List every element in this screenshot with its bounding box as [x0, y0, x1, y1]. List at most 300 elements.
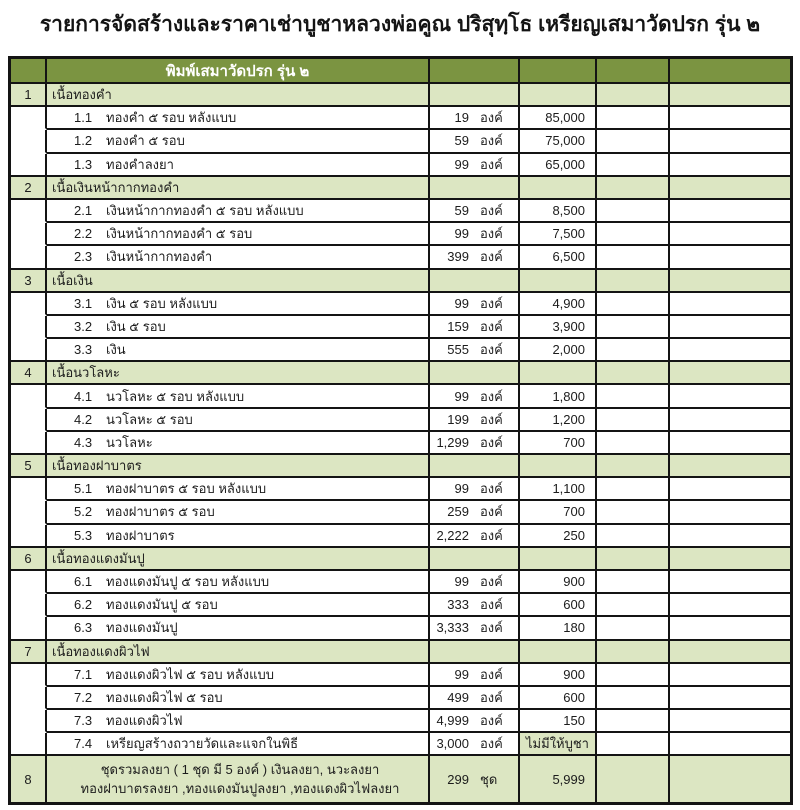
item-number: 6.2: [74, 597, 93, 613]
item-qty-cell: [430, 409, 520, 432]
section-number: 7: [11, 641, 47, 664]
page-title: รายการจัดสร้างและราคาเช่าบูชาหลวงพ่อคูณ ปริสุทฺโธ เหรียญเสมาวัดปรก รุ่น ๒: [39, 13, 761, 36]
item-price: 1,100: [520, 478, 597, 501]
item-unit: องค์: [480, 504, 503, 520]
item-description: ทองคำ ๕ รอบ หลังแบบ: [106, 110, 237, 126]
item-desc-cell: [47, 154, 430, 177]
item-price: 700: [520, 501, 597, 524]
item-unit: องค์: [480, 318, 503, 334]
table-row: [11, 362, 790, 385]
item-price: 65,000: [520, 154, 597, 177]
item-qty-cell: [430, 339, 520, 362]
item-desc-cell: [47, 571, 430, 594]
empty-cell: [670, 571, 790, 594]
empty-cell: [670, 478, 790, 501]
item-desc-cell: [47, 200, 430, 223]
empty-cell: [670, 107, 790, 130]
summary-number: 8: [11, 756, 47, 802]
empty-cell: [670, 664, 790, 687]
empty-cell: [520, 455, 597, 478]
item-number-gutter: [11, 617, 47, 640]
item-qty-cell: [430, 316, 520, 339]
empty-cell: [670, 293, 790, 316]
item-unit: องค์: [480, 203, 503, 219]
empty-cell: [520, 270, 597, 293]
item-number: 5.2: [74, 504, 93, 520]
item-number-gutter: [11, 687, 47, 710]
item-price: 4,900: [520, 293, 597, 316]
empty-cell: [430, 455, 520, 478]
table-row: [11, 617, 790, 640]
item-number-gutter: [11, 409, 47, 432]
empty-cell: [670, 200, 790, 223]
item-unit: องค์: [480, 226, 503, 242]
item-description: ทองแดงผิวไฟ ๕ รอบ: [106, 689, 223, 705]
empty-cell: [430, 548, 520, 571]
item-number-gutter: [11, 478, 47, 501]
table-row: [11, 246, 790, 269]
item-quantity: 99: [454, 574, 469, 590]
section-label: เนื้อทองฝาบาตร: [47, 455, 430, 478]
item-unit: องค์: [480, 689, 503, 705]
item-number-gutter: [11, 130, 47, 153]
item-price: 600: [520, 687, 597, 710]
empty-cell: [670, 270, 790, 293]
table-row: [11, 501, 790, 524]
item-qty-cell: [430, 154, 520, 177]
empty-cell: [670, 154, 790, 177]
empty-cell: [597, 501, 670, 524]
item-unit: องค์: [480, 249, 503, 265]
item-number: 7.4: [74, 736, 93, 752]
item-desc-cell: [47, 293, 430, 316]
table-row: [11, 409, 790, 432]
empty-cell: [597, 339, 670, 362]
summary-price: 5,999: [520, 756, 597, 802]
summary-line1: ชุดรวมลงยา ( 1 ชุด มี 5 องค์ ) เงินลงยา, นวะลงยา: [100, 762, 380, 778]
table-row: [11, 339, 790, 362]
empty-cell: [597, 409, 670, 432]
table-row: [11, 130, 790, 153]
item-unit: องค์: [480, 481, 503, 497]
empty-cell: [670, 130, 790, 153]
empty-cell: [670, 223, 790, 246]
item-description: ทองฝาบาตร: [106, 527, 175, 543]
item-unit: องค์: [480, 574, 503, 590]
item-desc-cell: [47, 664, 430, 687]
item-desc-cell: [47, 525, 430, 548]
empty-cell: [597, 270, 670, 293]
item-unit: องค์: [480, 666, 503, 682]
empty-cell: [670, 362, 790, 385]
item-qty-cell: [430, 501, 520, 524]
empty-cell: [670, 617, 790, 640]
item-desc-cell: [47, 385, 430, 408]
empty-cell: [670, 432, 790, 455]
section-number: 1: [11, 84, 47, 107]
item-number-gutter: [11, 154, 47, 177]
empty-cell: [520, 548, 597, 571]
empty-cell: [670, 409, 790, 432]
item-description: นวโลหะ ๕ รอบ หลังแบบ: [106, 388, 245, 404]
table-row: [11, 84, 790, 107]
item-number-gutter: [11, 664, 47, 687]
item-price: 7,500: [520, 223, 597, 246]
section-number: 2: [11, 177, 47, 200]
item-unit: องค์: [480, 434, 503, 450]
item-quantity: 3,333: [436, 620, 469, 636]
empty-cell: [670, 594, 790, 617]
item-price: 1,800: [520, 385, 597, 408]
item-number-gutter: [11, 385, 47, 408]
item-quantity: 259: [447, 504, 469, 520]
table-row: [11, 270, 790, 293]
empty-cell: [597, 617, 670, 640]
empty-cell: [597, 293, 670, 316]
item-number: 4.2: [74, 411, 93, 427]
empty-cell: [597, 432, 670, 455]
section-label: เนื้อทองแดงมันปู: [47, 548, 430, 571]
table-row: [11, 385, 790, 408]
empty-cell: [597, 756, 670, 802]
item-desc-cell: [47, 246, 430, 269]
item-unit: องค์: [480, 388, 503, 404]
item-number: 7.1: [74, 666, 93, 682]
item-desc-cell: [47, 617, 430, 640]
item-price: 1,200: [520, 409, 597, 432]
item-description: นวโลหะ ๕ รอบ: [106, 411, 193, 427]
section-number: 4: [11, 362, 47, 385]
item-description: เงินหน้ากากทองคำ ๕ รอบ: [106, 226, 253, 242]
header-number-cell: [11, 59, 47, 84]
item-number: 3.1: [74, 295, 93, 311]
section-label: เนื้อเงิน: [47, 270, 430, 293]
item-desc-cell: [47, 130, 430, 153]
empty-cell: [597, 571, 670, 594]
item-quantity: 159: [447, 318, 469, 334]
item-unit: องค์: [480, 620, 503, 636]
empty-cell: [597, 385, 670, 408]
empty-cell: [597, 641, 670, 664]
item-unit: องค์: [480, 110, 503, 126]
item-number-gutter: [11, 246, 47, 269]
item-price: 700: [520, 432, 597, 455]
item-price: 900: [520, 571, 597, 594]
item-unit: องค์: [480, 713, 503, 729]
item-quantity: 2,222: [436, 527, 469, 543]
table-row: [11, 432, 790, 455]
table-row: [11, 107, 790, 130]
item-number-gutter: [11, 733, 47, 756]
empty-cell: [597, 130, 670, 153]
item-price: 8,500: [520, 200, 597, 223]
item-qty-cell: [430, 130, 520, 153]
empty-cell: [430, 362, 520, 385]
item-number: 2.1: [74, 203, 93, 219]
item-quantity: 99: [454, 481, 469, 497]
item-qty-cell: [430, 478, 520, 501]
empty-cell: [597, 664, 670, 687]
item-quantity: 1,299: [436, 434, 469, 450]
table-row: [11, 710, 790, 733]
empty-cell: [597, 84, 670, 107]
empty-cell: [670, 455, 790, 478]
item-number-gutter: [11, 200, 47, 223]
table-row: [11, 478, 790, 501]
header-empty-cell: [670, 59, 790, 84]
item-qty-cell: [430, 525, 520, 548]
item-unit: องค์: [480, 133, 503, 149]
item-qty-cell: [430, 432, 520, 455]
item-price: 2,000: [520, 339, 597, 362]
table-row: [11, 316, 790, 339]
item-desc-cell: [47, 501, 430, 524]
item-unit: องค์: [480, 295, 503, 311]
empty-cell: [670, 246, 790, 269]
item-qty-cell: [430, 200, 520, 223]
section-label: เนื้อเงินหน้ากากทองคำ: [47, 177, 430, 200]
item-number: 1.2: [74, 133, 93, 149]
empty-cell: [670, 316, 790, 339]
empty-cell: [597, 107, 670, 130]
table-row: [11, 154, 790, 177]
item-unit: องค์: [480, 342, 503, 358]
item-number-gutter: [11, 501, 47, 524]
item-unit: องค์: [480, 736, 503, 752]
price-table: [8, 56, 793, 805]
section-number: 3: [11, 270, 47, 293]
item-qty-cell: [430, 246, 520, 269]
header-qty-cell: [430, 59, 520, 84]
empty-cell: [597, 525, 670, 548]
item-number-gutter: [11, 339, 47, 362]
item-number: 3.3: [74, 342, 93, 358]
item-number: 4.3: [74, 434, 93, 450]
item-quantity: 19: [454, 110, 469, 126]
item-desc-cell: [47, 409, 430, 432]
item-number-gutter: [11, 594, 47, 617]
table-row: [11, 455, 790, 478]
item-price: 150: [520, 710, 597, 733]
item-qty-cell: [430, 107, 520, 130]
empty-cell: [597, 246, 670, 269]
table-row: [11, 177, 790, 200]
item-quantity: 4,999: [436, 713, 469, 729]
empty-cell: [430, 641, 520, 664]
item-qty-cell: [430, 733, 520, 756]
item-desc-cell: [47, 107, 430, 130]
section-label: เนื้อทองแดงผิวไฟ: [47, 641, 430, 664]
item-unit: องค์: [480, 411, 503, 427]
item-number-gutter: [11, 107, 47, 130]
item-unit: องค์: [480, 597, 503, 613]
item-number: 5.3: [74, 527, 93, 543]
empty-cell: [670, 339, 790, 362]
item-qty-cell: [430, 571, 520, 594]
empty-cell: [670, 177, 790, 200]
item-description: ทองแดงมันปู: [106, 620, 178, 636]
item-number: 7.2: [74, 689, 93, 705]
item-unit: องค์: [480, 156, 503, 172]
item-description: เหรียญสร้างถวายวัดและแจกในพิธี: [106, 736, 299, 752]
item-number-gutter: [11, 432, 47, 455]
item-price: 600: [520, 594, 597, 617]
item-description: นวโลหะ: [106, 434, 153, 450]
item-price: 3,900: [520, 316, 597, 339]
item-quantity: 59: [454, 203, 469, 219]
empty-cell: [670, 756, 790, 802]
item-price: 180: [520, 617, 597, 640]
table-row: [11, 594, 790, 617]
empty-cell: [670, 641, 790, 664]
item-description: ทองแดงมันปู ๕ รอบ หลังแบบ: [106, 574, 270, 590]
item-number: 7.3: [74, 713, 93, 729]
item-qty-cell: [430, 617, 520, 640]
empty-cell: [520, 84, 597, 107]
empty-cell: [670, 687, 790, 710]
empty-cell: [597, 687, 670, 710]
empty-cell: [430, 270, 520, 293]
item-quantity: 59: [454, 133, 469, 149]
empty-cell: [670, 525, 790, 548]
empty-cell: [597, 710, 670, 733]
item-number: 6.1: [74, 574, 93, 590]
item-description: เงินหน้ากากทองคำ ๕ รอบ หลังแบบ: [106, 203, 304, 219]
summary-desc-cell: [47, 756, 430, 802]
item-quantity: 3,000: [436, 736, 469, 752]
header-empty-cell: [597, 59, 670, 84]
item-desc-cell: [47, 339, 430, 362]
table-row: [11, 293, 790, 316]
item-quantity: 99: [454, 666, 469, 682]
header-price-cell: [520, 59, 597, 84]
item-desc-cell: [47, 316, 430, 339]
empty-cell: [597, 594, 670, 617]
item-description: ทองแดงมันปู ๕ รอบ: [106, 597, 218, 613]
item-qty-cell: [430, 664, 520, 687]
empty-cell: [597, 455, 670, 478]
item-quantity: 555: [447, 342, 469, 358]
item-description: ทองคำ ๕ รอบ: [106, 133, 185, 149]
summary-line2: ทองฝาบาตรลงยา ,ทองแดงมันปูลงยา ,ทองแดงผิวไฟลงยา: [80, 781, 400, 797]
item-quantity: 99: [454, 226, 469, 242]
item-desc-cell: [47, 223, 430, 246]
item-description: ทองคำลงยา: [106, 156, 174, 172]
empty-cell: [520, 177, 597, 200]
table-row: [11, 525, 790, 548]
item-description: ทองฝาบาตร ๕ รอบ หลังแบบ: [106, 481, 267, 497]
item-number-gutter: [11, 571, 47, 594]
item-qty-cell: [430, 293, 520, 316]
empty-cell: [597, 733, 670, 756]
item-unit: องค์: [480, 527, 503, 543]
table-row: [11, 687, 790, 710]
summary-quantity: 299: [447, 771, 469, 787]
item-qty-cell: [430, 687, 520, 710]
item-price: ไม่มีให้บูชา: [520, 733, 597, 756]
table-row: [11, 223, 790, 246]
item-number: 6.3: [74, 620, 93, 636]
empty-cell: [597, 200, 670, 223]
table-row: [11, 571, 790, 594]
item-quantity: 499: [447, 689, 469, 705]
table-row: [11, 641, 790, 664]
section-number: 5: [11, 455, 47, 478]
item-quantity: 199: [447, 411, 469, 427]
item-price: 75,000: [520, 130, 597, 153]
item-number-gutter: [11, 223, 47, 246]
empty-cell: [670, 84, 790, 107]
item-quantity: 333: [447, 597, 469, 613]
item-price: 250: [520, 525, 597, 548]
table-row: [11, 200, 790, 223]
item-desc-cell: [47, 594, 430, 617]
item-description: ทองแดงผิวไฟ ๕ รอบ หลังแบบ: [106, 666, 275, 682]
item-number: 2.3: [74, 249, 93, 265]
empty-cell: [430, 177, 520, 200]
table-row: [11, 548, 790, 571]
section-number: 6: [11, 548, 47, 571]
empty-cell: [430, 84, 520, 107]
table-row: [11, 733, 790, 756]
section-label: เนื้อทองคำ: [47, 84, 430, 107]
section-label: เนื้อนวโลหะ: [47, 362, 430, 385]
item-quantity: 99: [454, 295, 469, 311]
empty-cell: [597, 154, 670, 177]
empty-cell: [670, 733, 790, 756]
empty-cell: [520, 362, 597, 385]
item-number-gutter: [11, 710, 47, 733]
item-number: 4.1: [74, 388, 93, 404]
empty-cell: [597, 223, 670, 246]
empty-cell: [597, 316, 670, 339]
empty-cell: [670, 710, 790, 733]
item-description: เงิน ๕ รอบ หลังแบบ: [106, 295, 218, 311]
item-number-gutter: [11, 316, 47, 339]
item-number-gutter: [11, 525, 47, 548]
item-price: 900: [520, 664, 597, 687]
table-header-title: พิมพ์เสมาวัดปรก รุ่น ๒: [47, 59, 430, 84]
table-row: [11, 59, 790, 84]
summary-qty-cell: [430, 756, 520, 802]
item-description: เงินหน้ากากทองคำ: [106, 249, 213, 265]
item-quantity: 99: [454, 156, 469, 172]
empty-cell: [597, 478, 670, 501]
item-number: 3.2: [74, 318, 93, 334]
summary-unit: ชุด: [480, 771, 498, 787]
table-row: [11, 756, 790, 802]
item-description: เงิน ๕ รอบ: [106, 318, 166, 334]
item-price: 6,500: [520, 246, 597, 269]
empty-cell: [597, 362, 670, 385]
empty-cell: [597, 548, 670, 571]
item-description: ทองฝาบาตร ๕ รอบ: [106, 504, 215, 520]
item-number: 2.2: [74, 226, 93, 242]
empty-cell: [670, 501, 790, 524]
item-description: ทองแดงผิวไฟ: [106, 713, 183, 729]
item-number: 5.1: [74, 481, 93, 497]
item-quantity: 99: [454, 388, 469, 404]
table-row: [11, 664, 790, 687]
item-qty-cell: [430, 385, 520, 408]
item-desc-cell: [47, 432, 430, 455]
item-desc-cell: [47, 478, 430, 501]
item-number: 1.1: [74, 110, 93, 126]
empty-cell: [520, 641, 597, 664]
item-qty-cell: [430, 710, 520, 733]
item-number-gutter: [11, 293, 47, 316]
item-qty-cell: [430, 594, 520, 617]
